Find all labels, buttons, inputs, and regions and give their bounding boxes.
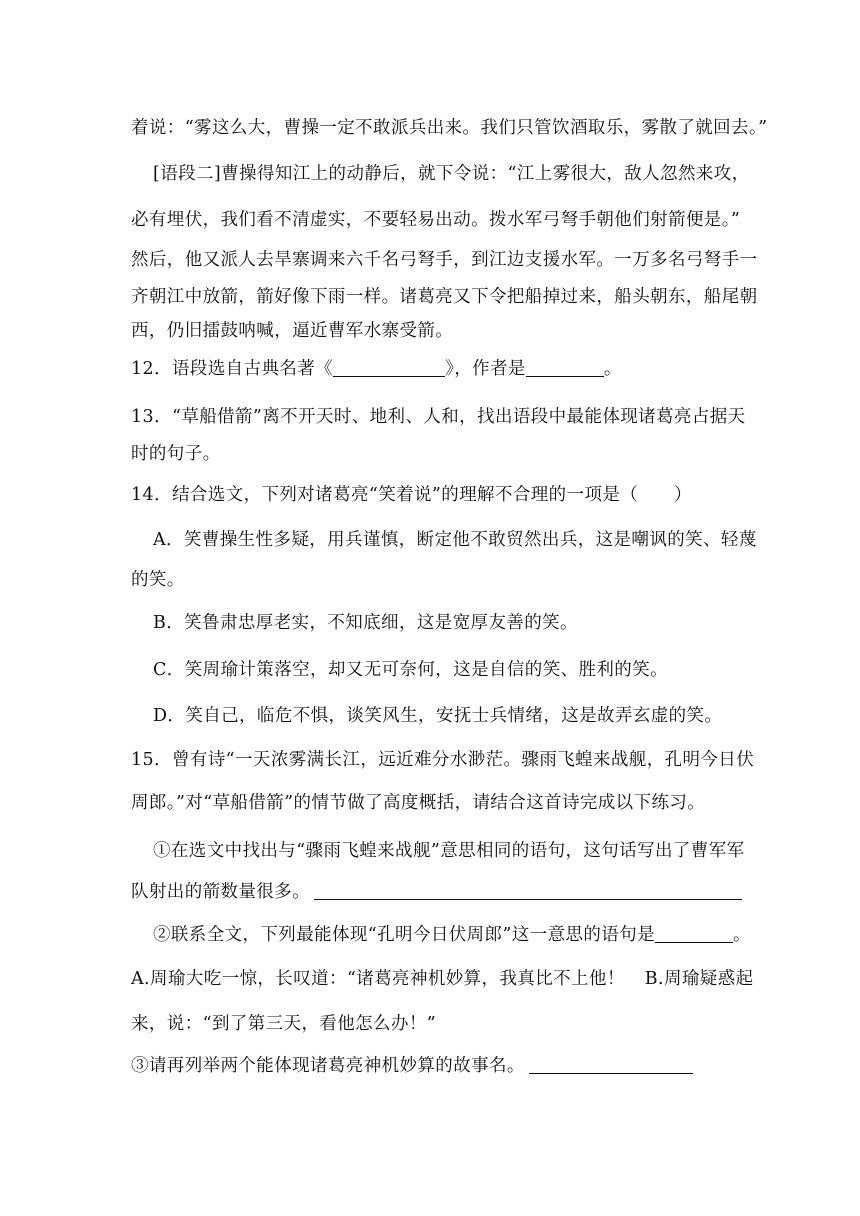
choice-b-cont: 来，说：“到了第三天，看他怎么办！” <box>131 1014 437 1034</box>
paragraph-line: [语段二]曹操得知江上的动静后，就下令说：“江上雾很大，敌人忽然来攻， <box>153 164 750 184</box>
choice-a: A.周瑜大吃一惊，长叹道：“诸葛亮神机妙算，我真比不上他！ <box>131 969 625 989</box>
question-12-text: 12．语段选自古典名著《 <box>131 359 334 379</box>
answer-blank-sentence[interactable] <box>314 881 742 900</box>
answer-blank-stories[interactable] <box>529 1055 693 1074</box>
answer-blank-book[interactable] <box>333 358 445 377</box>
option-d: D．笑自己，临危不惧，谈笑风生，安抚士兵情绪，这是故弄玄虚的笑。 <box>153 706 723 726</box>
option-b: B．笑鲁肃忠厚老实，不知底细，这是宽厚友善的笑。 <box>153 613 578 633</box>
question-12-text-2: 》，作者是 <box>445 359 526 379</box>
subquestion-1-cont <box>131 881 742 903</box>
question-13: 13．“草船借箭”离不开天时、地利、人和，找出语段中最能体现诸葛亮占据天 <box>131 407 746 427</box>
question-14: 14．结合选文，下列对诸葛亮“笑着说”的理解不合理的一项是（ ） <box>131 485 692 505</box>
paragraph-line: 着说：“雾这么大，曹操一定不敢派兵出来。我们只管饮酒取乐，雾散了就回去。” <box>131 118 768 138</box>
question-13-cont: 时的句子。 <box>131 444 221 464</box>
paragraph-line: 齐朝江中放箭，箭好像下雨一样。诸葛亮又下令把船掉过来，船头朝东，船尾朝 <box>131 287 758 307</box>
paragraph-line: 必有埋伏，我们看不清虚实，不要轻易出动。拨水军弓弩手朝他们射箭便是。” <box>131 210 741 230</box>
choice-line <box>131 968 753 990</box>
question-15: 15．曾有诗“一天浓雾满长江，远近难分水渺茫。骤雨飞蝗来战舰，孔明今日伏 <box>131 750 755 770</box>
subquestion-2-end: 。 <box>733 925 751 945</box>
option-a: A．笑曹操生性多疑，用兵谨慎，断定他不敢贸然出兵，这是嘲讽的笑、轻蔑 <box>153 530 757 550</box>
question-12 <box>131 358 622 380</box>
choice-b: B.周瑜疑惑起 <box>644 969 754 989</box>
subquestion-2 <box>153 924 751 946</box>
subquestion-2-text: ②联系全文，下列最能体现“孔明今日伏周郎”这一意思的语句是 <box>153 925 655 945</box>
paragraph-line: 然后，他又派人去旱寨调来六千名弓弩手，到江边支援水军。一万多名弓弩手一 <box>131 250 758 270</box>
answer-blank-choice[interactable] <box>655 924 733 943</box>
subquestion-1: ①在选文中找出与“骤雨飞蝗来战舰”意思相同的语句，这句话写出了曹军军 <box>153 841 745 861</box>
question-15-cont: 周郎。”对“草船借箭”的情节做了高度概括，请结合这首诗完成以下练习。 <box>131 793 706 813</box>
question-12-end: 。 <box>603 359 622 379</box>
subquestion-3 <box>131 1055 693 1077</box>
option-c: C．笑周瑜计策落空，却又无可奈何，这是自信的笑、胜利的笑。 <box>153 660 668 680</box>
subquestion-3-text: ③请再列举两个能体现诸葛亮神机妙算的故事名。 <box>131 1056 525 1076</box>
answer-blank-author[interactable] <box>526 358 604 377</box>
paragraph-line: 西，仍旧擂鼓呐喊，逼近曹军水寨受箭。 <box>131 321 454 341</box>
subquestion-1-text: 队射出的箭数量很多。 <box>131 882 310 902</box>
option-a-cont: 的笑。 <box>131 570 185 590</box>
